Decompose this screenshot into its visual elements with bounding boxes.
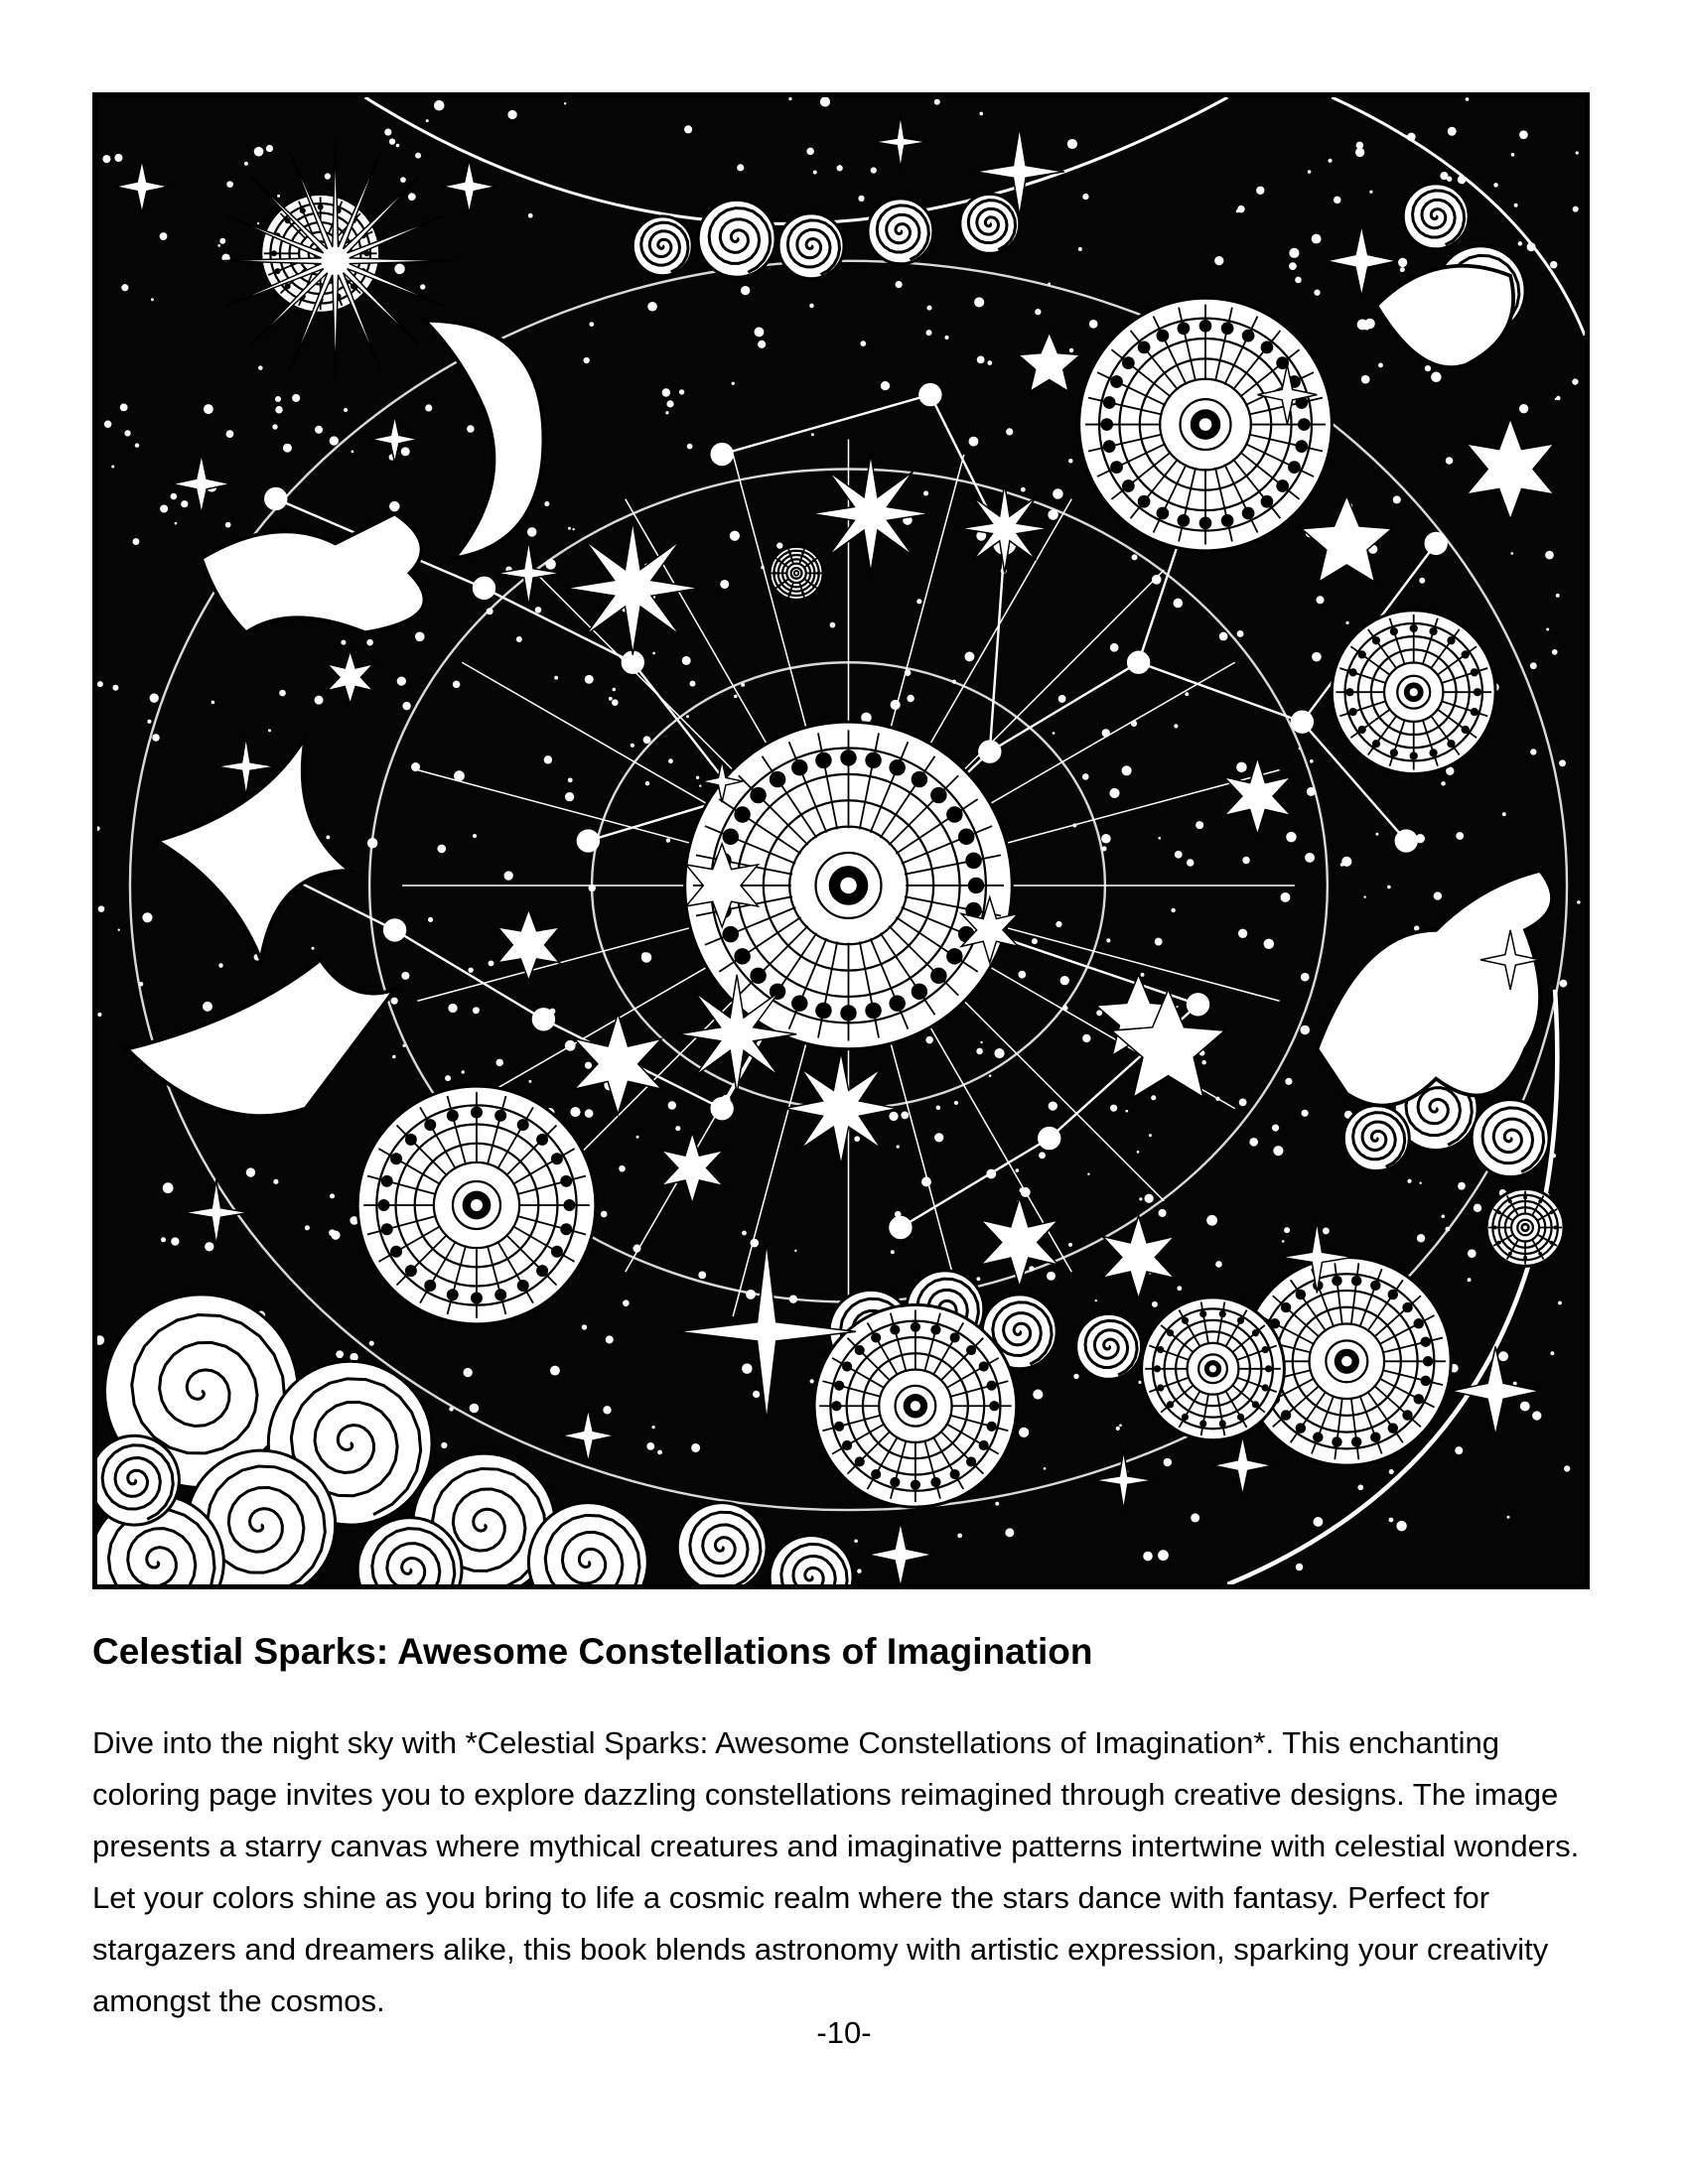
page-number: -10- bbox=[816, 2015, 872, 2050]
celestial-artwork bbox=[97, 97, 1585, 1584]
page-title: Celestial Sparks: Awesome Constellations of Imagination bbox=[92, 1631, 1093, 1672]
coloring-illustration bbox=[92, 92, 1590, 1589]
page-description: Dive into the night sky with *Celestial Sparks: Awesome Constellations of Imagination*. This enchanting coloring page invites you to explore dazzling constellations reimagined through creative designs. The image presents a starry canvas where mythical creatures and imaginative patterns intertwine with celestial wonders. Let your colors shine as you bring to life a cosmic realm where the stars dance with fantasy. Perfect for stargazers and dreamers alike, this book blends astronomy with artistic expression, sparking your creativity amongst the cosmos. bbox=[92, 1725, 1580, 2018]
